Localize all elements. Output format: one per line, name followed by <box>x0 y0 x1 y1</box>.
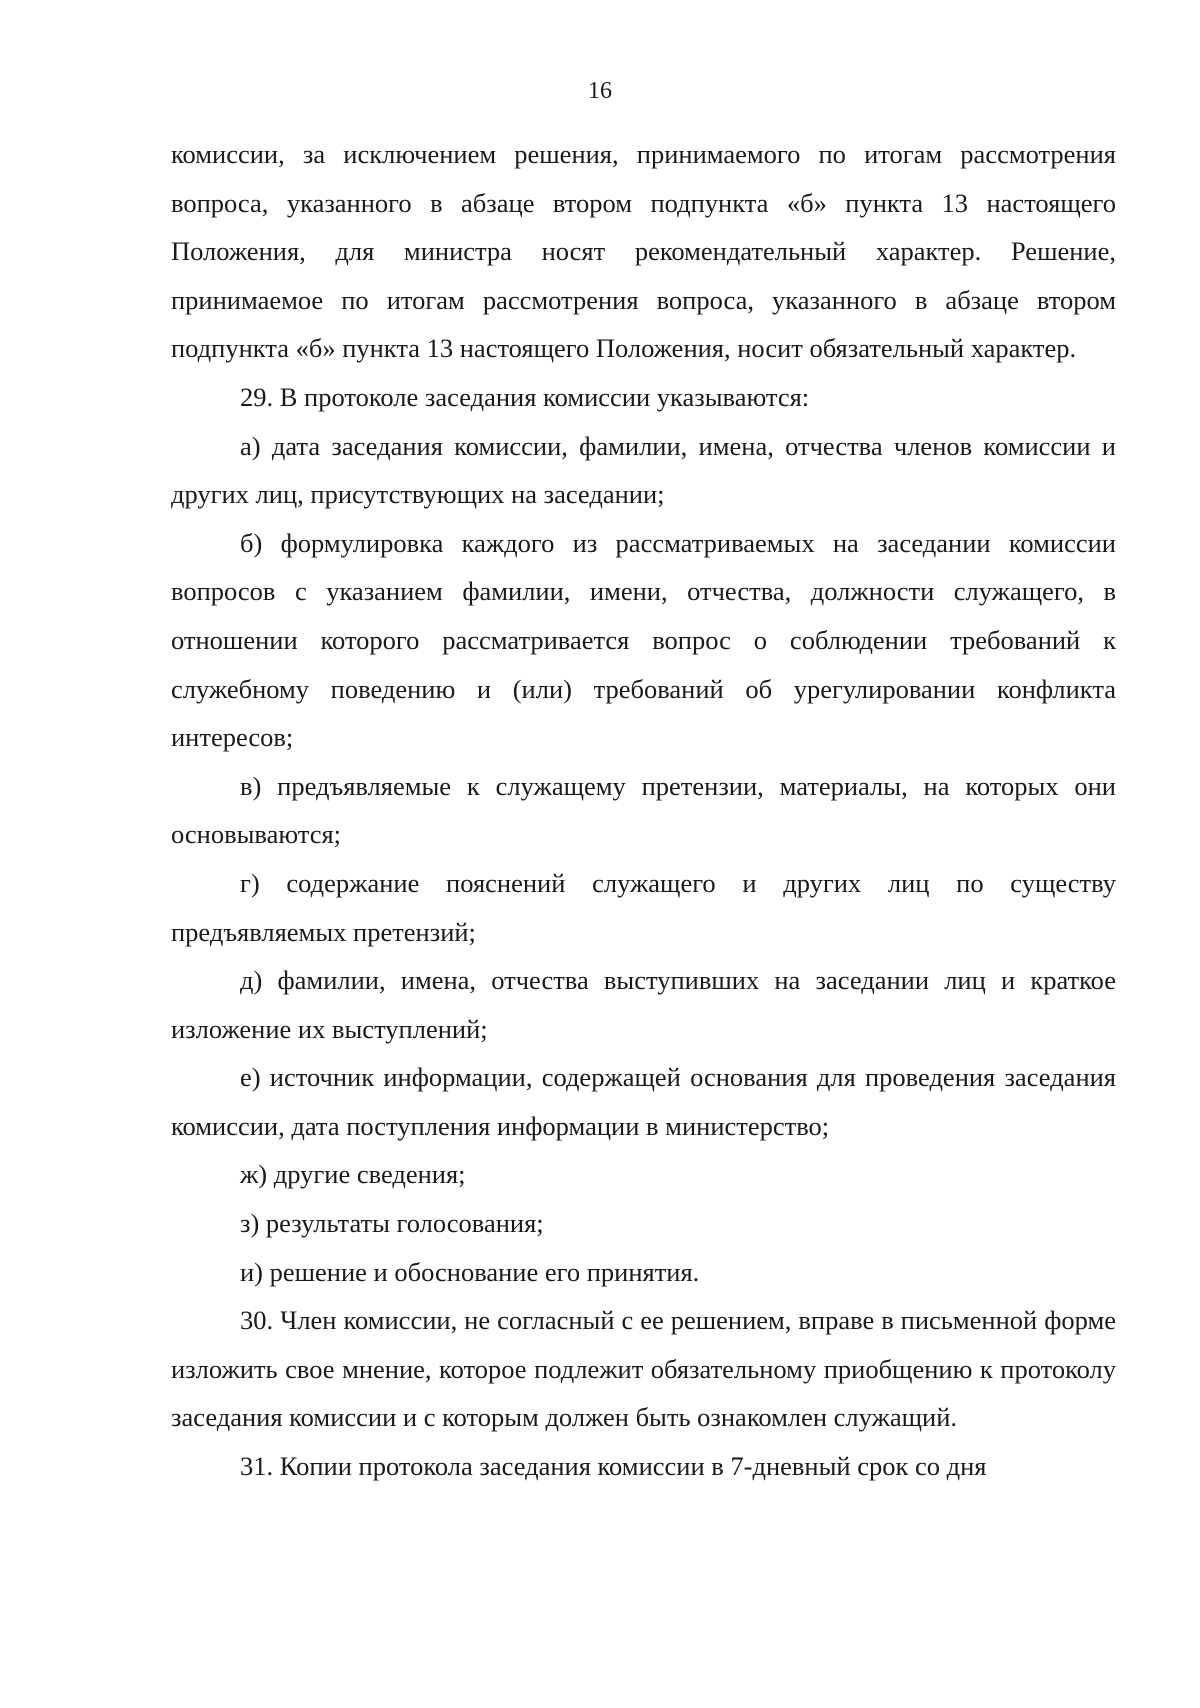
paragraph-item-31: 31. Копии протокола заседания комиссии в 7-дневный срок со дня <box>240 1451 987 1482</box>
document-body <box>171 130 1116 1491</box>
paragraph-subitem-b: б) формулировка каждого из рассматриваемых на заседании комиссии вопросов с указанием фамилии, имени, отчества, должности служащего, в отношении которого рассматривается вопрос о соблюдении требований к служебному поведению и (или) требований об урегулировании конфликта интересов; <box>171 527 1116 753</box>
paragraph-subitem-i: и) решение и обоснование его принятия. <box>240 1256 700 1287</box>
paragraph-subitem-z: з) результаты голосования; <box>240 1208 544 1239</box>
paragraph-subitem-g: г) содержание пояснений служащего и других лиц по существу предъявляемых претензий; <box>171 867 1116 947</box>
paragraph-subitem-d: д) фамилии, имена, отчества выступивших на заседании лиц и краткое изложение их выступлений; <box>171 965 1116 1044</box>
paragraph-subitem-v: в) предъявляемые к служащему претензии, материалы, на которых они основываются; <box>171 770 1116 850</box>
page-number: 16 <box>588 78 612 104</box>
paragraph-continuation: комиссии, за исключением решения, принимаемого по итогам рассмотрения вопроса, указанного в абзаце втором подпункта «б» пункта 13 настоящего Положения, для министра носят рекомендательный характер. Решение, принимаемое по итогам рассмотрения вопроса, указанного в абзаце втором подпункта «б» пункта 13 настоящего Положения, носит обязательный характер. <box>171 139 1116 364</box>
paragraph-item-29: 29. В протоколе заседания комиссии указываются: <box>240 381 810 412</box>
paragraph-subitem-e: е) источник информации, содержащей основания для проведения заседания комиссии, дата поступления информации в министерство; <box>171 1062 1116 1141</box>
paragraph-subitem-zh: ж) другие сведения; <box>240 1159 466 1190</box>
paragraph-item-30: 30. Член комиссии, не согласный с ее решением, вправе в письменной форме изложить свое мнение, которое подлежит обязательному приобщению к протоколу заседания комиссии и с которым должен быть ознакомлен служащий. <box>171 1305 1116 1433</box>
paragraph-subitem-a: а) дата заседания комиссии, фамилии, имена, отчества членов комиссии и других лиц, присутствующих на заседании; <box>171 430 1116 510</box>
